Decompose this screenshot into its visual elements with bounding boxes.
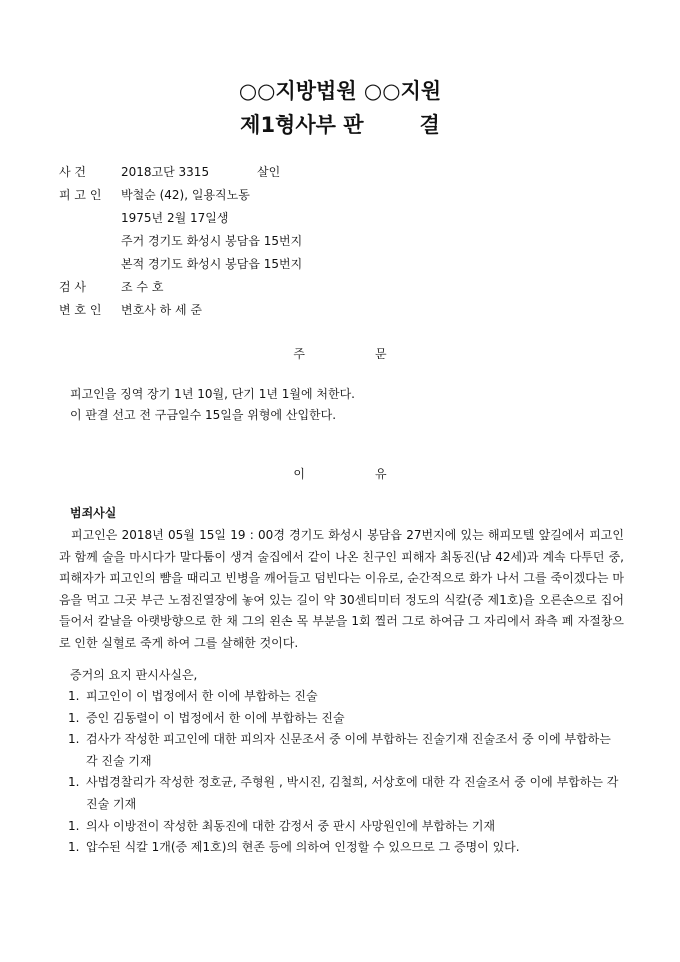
facts-paragraph: 피고인은 2018년 05월 15일 19 : 00경 경기도 화성시 봉담읍 27번지에 있는 해피모텔 앞길에서 피고인과 함께 술을 마시다가 말다툼이 생겨 술집에서 같이 나온 친구인 피해자 최동진(남 42세)과 계속 다투던 중, 피해자가 피고인의 뺨을 때리고 빈병을 깨어들고 덤빈다는 이유로, 순간적으로 화가 나서 그를 죽이겠다는 마음을 먹고 그곳 부근 노점진열장에 놓여 있는 길이 약 30센티미터 정도의 식칼(증 제1호)을 오른손으로 집어 들어서 칼날을 아랫방향으로 한 채 그의 왼손 목 부분을 1회 찔러 그로 하여금 그 자리에서 좌측 폐 자절창으로 인한 실혈로 죽게 하여 그를 살해한 것이다. [59,528,624,650]
order-line-2: 이 판결 선고 전 구금일수 15일을 위형에 산입한다. [70,408,337,422]
evidence-item: 1. 압수된 식칼 1개(증 제1호)의 현존 등에 의하여 인정할 수 있으므로 그 증명이 있다. [68,840,520,855]
case-label: 사 건 [59,165,86,179]
judgment-title [0,110,680,140]
order-line-1: 피고인을 징역 장기 1년 10월, 단기 1년 1월에 처한다. [70,387,355,401]
counsel-value: 변호사 하 세 준 [121,303,202,317]
counsel-label: 변 호 인 [59,303,102,317]
evidence-list [66,686,626,859]
evidence-item: 1. 증인 김동렬이 이 법정에서 한 이에 부합하는 진술 [68,710,345,725]
defendant-birth: 1975년 2월 17일생 [121,211,229,225]
reasons-heading: 이 유 [293,467,387,481]
judgment-word-a: 판 [343,113,364,137]
division-label: 제1형사부 [240,113,336,137]
evidence-intro: 증거의 요지 판시사실은, [70,668,198,682]
evidence-item: 1. 피고인이 이 법정에서 한 이에 부합하는 진술 [68,689,318,703]
defendant-label: 피 고 인 [59,188,102,202]
defendant-domicile: 본적 경기도 화성시 봉담읍 15번지 [121,257,303,271]
order-text [70,384,355,426]
facts-title: 범죄사실 [70,506,117,520]
evidence-item: 1. 의사 이방전이 작성한 최동진에 대한 감정서 중 판시 사망원인에 부합하는 기재 [68,818,496,833]
evidence-item: 1. 검사가 작성한 피고인에 대한 피의자 신문조서 중 이에 부합하는 진술기재 진술조서 중 이에 부합하는 각 진술 기재 [68,732,611,768]
court-title: ○○지방법원 ○○지원 [238,79,442,103]
defendant-value: 박철순 (42), 일용직노동 [121,188,250,202]
prosecutor-value: 조 수 호 [121,280,164,294]
prosecutor-label: 검 사 [59,280,86,294]
case-name: 살인 [257,165,281,179]
judgment-word-b: 결 [419,113,440,137]
order-heading: 주 문 [293,347,387,361]
case-number: 2018고단 3315 [121,165,210,179]
evidence-item: 1. 사법경찰리가 작성한 정호균, 주형원 , 박시진, 김철희, 서상호에 대한 각 진술조서 중 이에 부합하는 각 진술 기재 [68,775,619,811]
defendant-residence: 주거 경기도 화성시 봉담읍 15번지 [121,234,303,248]
